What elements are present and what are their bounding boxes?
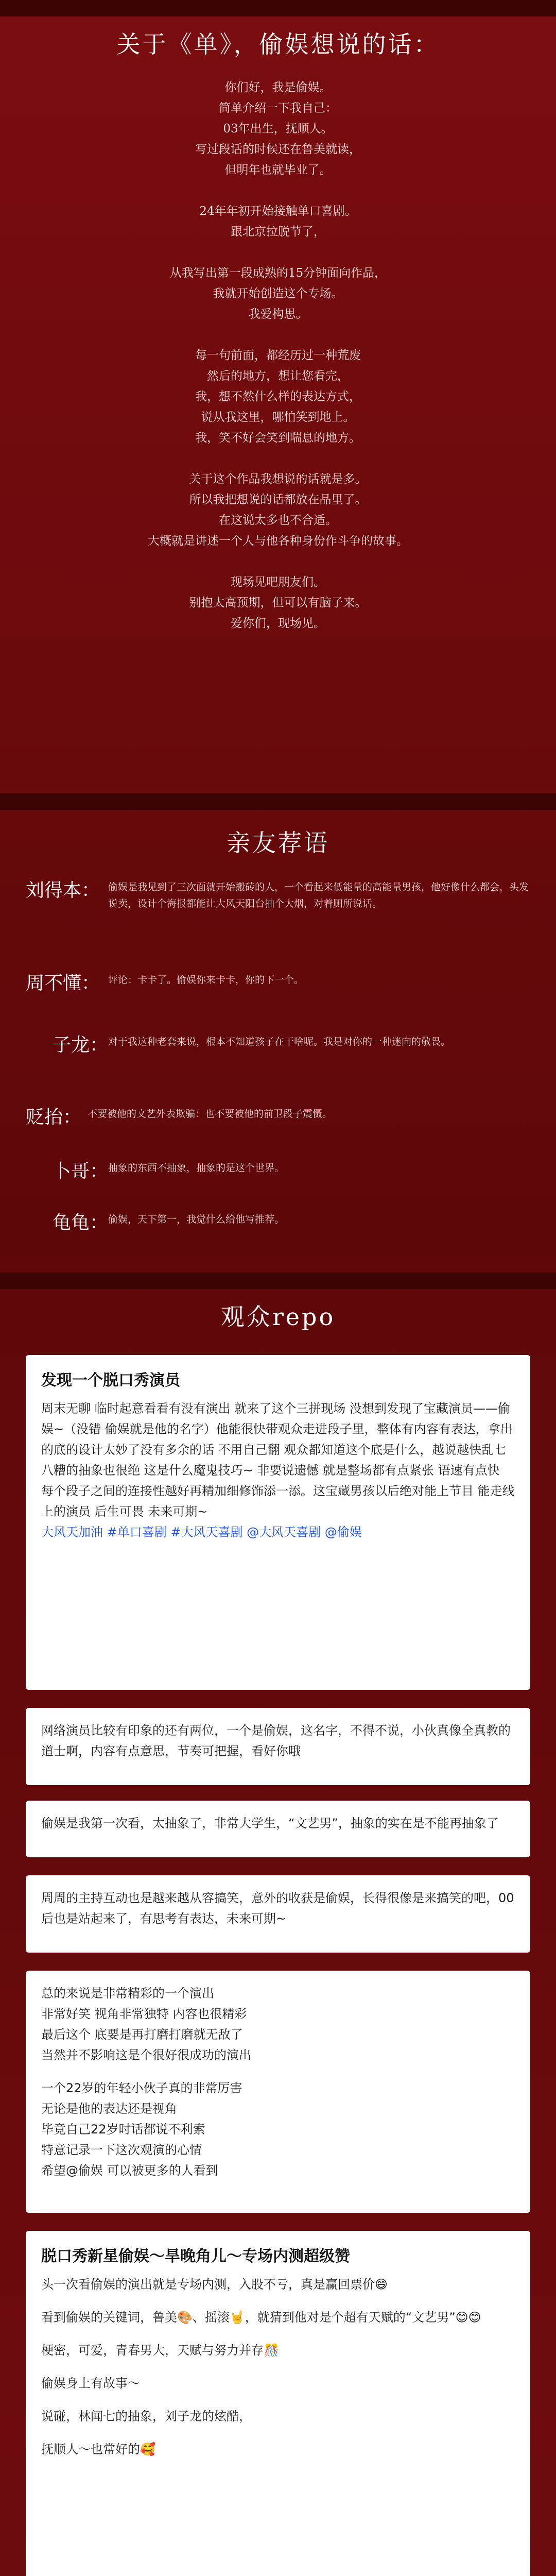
about-line: 写过段话的时候还在鲁美就读， <box>195 143 361 156</box>
about-line: 简单介绍一下我自己： <box>219 101 337 115</box>
reviews-title: 观众repo <box>220 1303 336 1331</box>
quote-author: 子龙： <box>52 1035 108 1056</box>
friend-quote <box>26 876 530 912</box>
review-text: 抚顺人～也常好的🥰 <box>41 2442 155 2456</box>
top-strip <box>0 0 556 16</box>
about-line: 所以我把想说的话都放在品里了。 <box>189 493 367 506</box>
review-text: 说碰，林闻七的抽象，刘子龙的炫酷， <box>41 2409 251 2424</box>
about-line: 你们好，我是偷娱。 <box>224 81 332 94</box>
friend-quote <box>26 969 530 995</box>
about-paragraph <box>0 201 556 242</box>
about-paragraph <box>0 345 556 448</box>
friends-title: 亲友荐语 <box>227 829 329 857</box>
review-text: 无论是他的表达还是视角 <box>41 2102 177 2116</box>
review-title: 脱口秀新星偷娱～旱晚角儿～专场内测超级赞 <box>41 2247 350 2265</box>
review-card <box>26 1355 530 1690</box>
review-text: 当然并不影响这是个很好很成功的演出 <box>41 2048 251 2062</box>
review-title: 发现一个脱口秀演员 <box>41 1371 180 1389</box>
quote-text: 抽象的东西不抽象，抽象的是这个世界。 <box>108 1162 285 1174</box>
quote-author: 刘得本： <box>26 880 100 901</box>
about-line: 关于这个作品我想说的话就是多。 <box>189 472 367 486</box>
quote-author: 周不懂： <box>26 973 100 994</box>
review-text: 总的来说是非常精彩的一个演出 <box>41 1986 214 2001</box>
about-line: 24年年初开始接触单口喜剧。 <box>199 205 357 218</box>
about-line: 现场见吧朋友们。 <box>231 575 325 589</box>
about-line: 但明年也就毕业了。 <box>224 163 332 177</box>
friend-quote <box>26 1208 530 1234</box>
friend-quote <box>26 1157 530 1183</box>
about-line: 在这说太多也不合适。 <box>219 514 337 527</box>
quote-author: 卜哥： <box>52 1161 108 1182</box>
spacer <box>41 2328 515 2340</box>
review-text: 看到偷娱的关键词，鲁美🎨、摇滚🤘，就猜到他对是个超有天赋的“文艺男”😊😊 <box>41 2310 481 2325</box>
about-line: 每一句前面，都经历过一种荒废 <box>195 349 361 362</box>
about-line: 我爱构思。 <box>248 308 308 321</box>
review-text: 偷娱身上有故事～ <box>41 2376 140 2391</box>
about-line: 我就开始创造这个专场。 <box>213 287 343 300</box>
about-paragraph <box>0 572 556 634</box>
about-paragraph <box>0 77 556 180</box>
spacer <box>41 2394 515 2406</box>
quote-author: 贬抬： <box>26 1107 82 1128</box>
review-card <box>26 1708 530 1785</box>
about-text <box>0 77 556 654</box>
review-text: 头一次看偷娱的演出就是专场内测，入股不亏，真是赢回票价😄 <box>41 2277 388 2292</box>
about-title: 关于《单》，偷娱想说的话： <box>116 30 440 58</box>
review-text: 非常好笑 视角非常独特 内容也很精彩 <box>41 2007 247 2021</box>
about-line: 我，想不然什么样的表达方式， <box>195 390 361 403</box>
review-text: 网络演员比较有印象的还有两位，一个是偷娱，这名字，不得不说，小伙真像全真教的道士啊，内容有点意思，节奏可把握，看好你哦 <box>41 1723 511 1758</box>
about-line: 爱你们，现场见。 <box>231 617 325 630</box>
review-text: 周周的主持互动也是越来越从容搞笑，意外的收获是偷娱，长得很像是来搞笑的吧，00后也是站起来了，有思考有表达，未来可期~ <box>41 1891 514 1926</box>
review-card <box>26 2231 530 2576</box>
quote-author: 龟龟： <box>52 1212 108 1233</box>
quote-text: 评论：卡卡了。偷娱你来卡卡，你的下一个。 <box>108 974 304 986</box>
review-text: 周末无聊 临时起意看看有没有演出 就来了这个三拼现场 没想到发现了宝藏演员——偷娱~（没错 偷娱就是他的名字）他能很快带观众走进段子里，整体有内容有表达，拿出的底的设计太妙了没有多余的话 不用自己翻 观众都知道这个底是什么，越说越快乱七八糟的抽象也很绝 这是什么魔鬼技巧~ 非要说遗憾 就是整场都有点紧张 语速有点快 每个段子之间的连接性越好再精加细修饰添一添。这宝藏男孩以后绝对能上节目 能走线上的演员 后生可畏 未来可期~ <box>41 1401 515 1519</box>
review-text: 一个22岁的年轻小伙子真的非常厉害 <box>41 2081 242 2095</box>
about-line: 我，笑不好会笑到喘息的地方。 <box>195 431 361 445</box>
review-card <box>26 1801 530 1857</box>
about-line: 从我写出第一段成熟的15分钟面向作品， <box>169 266 387 280</box>
review-text: 梗密，可爱，青春男大，天赋与努力并存🎊 <box>41 2343 279 2358</box>
about-line: 03年出生，抚顺人。 <box>223 122 333 135</box>
review-tags[interactable]: 大风天加油 #单口喜剧 #大风天喜剧 @大风天喜剧 @偷娱 <box>41 1525 362 1539</box>
about-line: 跟北京拉脱节了， <box>231 225 325 239</box>
about-paragraph <box>0 469 556 551</box>
spacer <box>41 2065 515 2078</box>
friend-quote <box>26 1030 530 1057</box>
friend-quote <box>26 1103 530 1129</box>
review-text: 偷娱是我第一次看，太抽象了，非常大学生，“文艺男”，抽象的实在是不能再抽象了 <box>41 1816 499 1831</box>
review-card <box>26 1875 530 1953</box>
about-line: 别抱太高预期，但可以有脑子来。 <box>189 596 367 609</box>
review-text: 毕竟自己22岁时话都说不利索 <box>41 2122 205 2137</box>
about-paragraph <box>0 263 556 325</box>
review-text: 希望@偷娱 可以被更多的人看到 <box>41 2163 218 2178</box>
quote-text: 偷娱是我见到了三次面就开始搬砖的人，一个看起来低能量的高能量男孩，他好像什么都会，头发说卖，设计个海报都能让大风天阳台抽个大烟，对着厕所说话。 <box>108 882 529 909</box>
about-line: 大概就是讲述一个人与他各种身份作斗争的故事。 <box>148 534 408 548</box>
about-line: 说从我这里，哪怕笑到地上。 <box>201 411 355 424</box>
spacer <box>41 2427 515 2439</box>
quote-text: 偷娱，天下第一，我觉什么给他写推荐。 <box>108 1214 285 1225</box>
review-text: 最后这个 底要是再打磨打磨就无敌了 <box>41 2027 243 2042</box>
review-text: 特意记录一下这次观演的心情 <box>41 2143 202 2157</box>
spacer <box>41 2361 515 2373</box>
quote-text: 对于我这种老套来说，根本不知道孩子在干啥呢。我是对你的一种迷向的敬畏。 <box>108 1036 451 1047</box>
section-strip <box>0 793 556 810</box>
spacer <box>41 2295 515 2307</box>
about-line: 然后的地方，想让您看完， <box>207 369 349 383</box>
review-card <box>26 1971 530 2213</box>
quote-text: 不要被他的文艺外表欺骗：也不要被他的前卫段子震慑。 <box>88 1108 333 1120</box>
section-strip <box>0 1273 556 1289</box>
